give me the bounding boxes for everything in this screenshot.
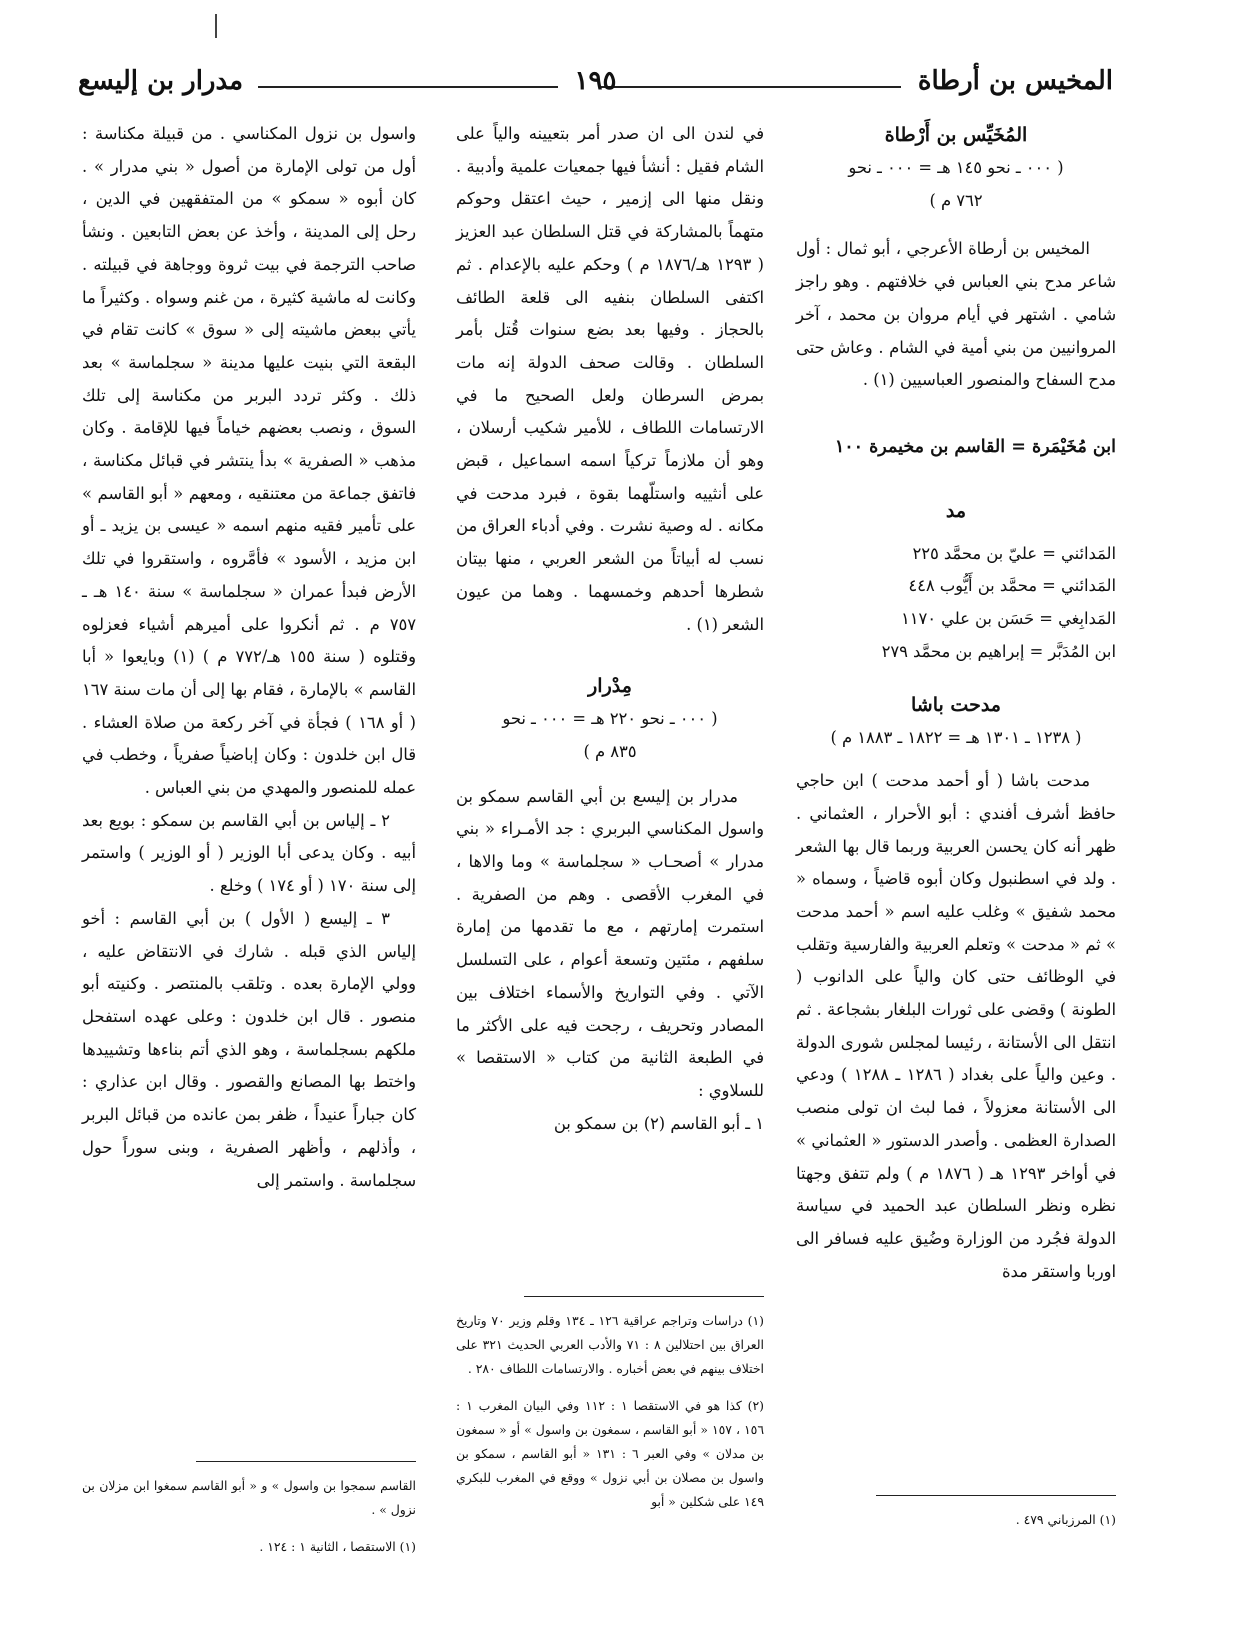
footnote: القاسم سمجوا بن واسول » و « أبو القاسم سمغوا ابن مزلان بن نزول » . bbox=[82, 1478, 416, 1518]
scan-mark bbox=[215, 14, 217, 38]
header-left-title: مدرار بن إليسع bbox=[78, 66, 244, 96]
entry-body: المخيس بن أرطاة الأعرجي ، أبو ثمال : أول شاعر مدح بني العباس في خلافتهم . وهو راجز شامي . اشتهر في أيام مروان بن محمد ، آخر المروانيين من بني أمية في الشام . وعاش حتى مدح السفاح والمنصور العباسيين (١) . bbox=[796, 239, 1116, 390]
footnote: (٢) كذا هو في الاستقصا ١ : ١١٢ وفي البيان المغرب ١ : ١٥٦ ، ١٥٧ « أبو القاسم ، سمغون بن واسول » أو « سمغون بن مدلان » وفي العبر ٦ : ١٣١ « أبو القاسم ، سمكو بن واسول بن مصلان بن أبي نزول » ووقع في المغرب للبكري ١٤٩ على شكلين « أبو bbox=[456, 1397, 765, 1509]
entry-body: ١ ـ أبو القاسم (٢) بن سمكو بن bbox=[553, 1113, 764, 1133]
entry-body: ٢ ـ إلياس بن أبي القاسم بن سمكو : بويع بعد أبيه . وكان يدعى أبا الوزير ( أو الوزير ) واستمر إلى سنة ١٧٠ ( أو ١٧٤ ) وخلع . bbox=[82, 810, 416, 896]
column-left bbox=[82, 118, 416, 1197]
footnote-area-middle bbox=[456, 1296, 764, 1526]
section-heading: مد bbox=[945, 499, 967, 522]
footnote: (١) الاستقصا ، الثانية ١ : ١٢٤ . bbox=[259, 1538, 416, 1554]
entry-title: المُخَيِّس بن أَرْطاة bbox=[884, 124, 1028, 146]
cross-reference: المَدابِغي = حَسَن بن علي ١١٧٠ bbox=[900, 609, 1116, 629]
header-right-title: المخيس بن أرطاة bbox=[917, 66, 1113, 96]
entry-title: مِدْرار bbox=[588, 675, 632, 698]
entry-dates: ٧٦٢ م ) bbox=[929, 190, 983, 210]
running-head bbox=[78, 66, 1113, 110]
footnote-area-left bbox=[82, 1461, 416, 1571]
entry-dates: ( ٠٠٠ ـ نحو ٢٢٠ هـ = ٠٠٠ ـ نحو bbox=[502, 709, 718, 729]
entry-body: مدرار بن إليسع بن أبي القاسم سمكو بن واسول المكناسي البربري : جد الأمـراء « بني مدرار » أصحـاب « سجلماسة » وما والاها ، في المغرب الأقصى . وهم من الصفرية . استمرت إمارتهم ، مع ما تقدمها من إمارة سلفهم ، مئتين وتسعة أعوام ، على التسلسل الآتي . وفي التواريخ والأسماء اختلاف بين المصادر وتحريف ، رجحت فيه على الأكثر ما في الطبعة الثانية من كتاب « الاستقصا » للسلاوي : bbox=[456, 786, 764, 1100]
footnote: (١) المرزباني ٤٧٩ . bbox=[1015, 1512, 1116, 1528]
footnote: (١) دراسات وتراجم عراقية ١٢٦ ـ ١٣٤ وقلم وزير ٧٠ وتاريخ العراق بين احتلالين ٨ : ٧١ والأدب العربي الحديث ٣٢١ على اختلاف بينهم في بعض أخباره . والارتسامات اللطاف ٢٨٠ . bbox=[456, 1313, 765, 1377]
page-number: ١٩٥ bbox=[574, 66, 617, 96]
header-rule-left bbox=[258, 86, 558, 88]
footnote-area-right bbox=[796, 1495, 1116, 1545]
entry-body: في لندن الى ان صدر أمر بتعيينه والياً على الشام فقيل : أنشأ فيها جمعيات علمية وأدبية . ونقل منها الى إزمير ، حيث اعتقل وحوكم متهماً بالمشاركة في قتل السلطان عبد العزيز ( ١٢٩٣ هـ/١٨٧٦ م ) وحكم عليه بالإعدام . ثم اكتفى السلطان بنفيه الى قلعة الطائف بالحجاز . وفيها بعد بضع سنوات قُتل بأمر السلطان . وقالت صحف الدولة إنه مات بمرض السرطان ولعل الصحيح ما في الارتسامات اللطاف ، للأمير شكيب أرسلان ، وهو أن ملازماً تركياً اسمه اسماعيل ، قبض على أنثييه واستلّهما بقوة ، فبرد مدحت في مكانه . له وصية نشرت . وفي أدباء العراق من نسب له أبياتاً من الشعر العربي ، منها بيتان شطرها أحدهم وخمسهما . وهما من عيون الشعر (١) . bbox=[456, 124, 764, 634]
entry-dates: ٨٣٥ م ) bbox=[583, 741, 637, 761]
cross-reference: المَدائني = محمَّد بن أَيُّوب ٤٤٨ bbox=[908, 576, 1116, 596]
entry-title: مدحت باشا bbox=[911, 694, 1001, 717]
entry-body: واسول بن نزول المكناسي . من قبيلة مكناسة : أول من تولى الإمارة من أصول « بني مدرار » . كان أبوه « سمكو » من المتفقهين في الدين ، رحل إلى المدينة ، وأخذ عن بعض التابعين . ونشأ صاحب الترجمة في بيت ثروة ووجاهة في قبيلته . وكانت له ماشية كثيرة ، من غنم وسواه . وكثيراً ما يأتي ببعض ماشيته إلى « سوق » كانت تقام في البقعة التي بنيت عليها مدينة « سجلماسة » بعد ذلك . وكثر تردد البربر من مكناسة إلى تلك السوق ، ونصب بعضهم خياماً فيها للإقامة . وكان مذهب « الصفرية » بدأ ينتشر في قبائل مكناسة ، فاتفق جماعة من معتنقيه ، ومعهم « أبو القاسم » على تأمير فقيه منهم اسمه « عيسى بن يزيد ـ أو ابن مزيد ، الأسود » فأمَّروه ، واستقروا في تلك الأرض فبدأ عمران « سجلماسة » سنة ١٤٠ هـ ـ ٧٥٧ م . ثم أنكروا على أميرهم أشياء فعزلوه وقتلوه ( سنة ١٥٥ هـ/٧٧٢ م ) (١) وبايعوا « أبا القاسم » بالإمارة ، فقام بها إلى أن مات سنة ١٦٧ ( أو ١٦٨ ) فجأة في آخر ركعة من صلاة العشاء . قال ابن خلدون : وكان إباضياً صفرياً ، وخطب في عمله للمنصور والمهدي من بني العباس . bbox=[82, 124, 416, 798]
cross-reference: المَدائني = عليّ بن محمَّد ٢٢٥ bbox=[912, 543, 1116, 563]
entry-dates: ( ١٢٣٨ ـ ١٣٠١ هـ = ١٨٢٢ ـ ١٨٨٣ م ) bbox=[830, 728, 1082, 748]
column-right bbox=[796, 118, 1116, 1288]
cross-reference: ابن المُدَبَّر = إبراهيم بن محمَّد ٢٧٩ bbox=[881, 641, 1116, 661]
column-middle bbox=[456, 118, 764, 1140]
entry-dates: ( ٠٠٠ ـ نحو ١٤٥ هـ = ٠٠٠ ـ نحو bbox=[848, 158, 1064, 177]
entry-body: مدحت باشا ( أو أحمد مدحت ) ابن حاجي حافظ أشرف أفندي : أبو الأحرار ، العثماني . ظهر أنه كان يحسن العربية وربما قال بها الشعر . ولد في اسطنبول وكان أبوه قاضياً ، وسماه « محمد شفيق » وغلب عليه اسم « أحمد مدحت » ثم « مدحت » وتعلم العربية والفارسية وتقلب في الوظائف حتى كان والياً على الدانوب ( الطونة ) وقضى على ثورات البلغار بشجاعة . ثم انتقل الى الأستانة ، رئيسا لمجلس شورى الدولة . وعين والياً على بغداد ( ١٢٨٦ ـ ١٢٨٨ ) ودعي الى الأستانة معزولاً ، فما لبث ان تولى منصب الصدارة العظمى . وأصدر الدستور « العثماني » في أواخر ١٢٩٣ هـ ( ١٨٧٦ م ) ولم تتفق وجهتا نظره ونظر السلطان عبد الحميد في سياسة الدولة فجُرد من الوزارة وضُيق عليه فسافر الى اوربا واستقر مدة bbox=[796, 771, 1116, 1281]
cross-reference: ابن مُخَيْمَرة = القاسم بن مخيمرة ١٠٠ bbox=[834, 436, 1116, 457]
entry-body: ٣ ـ إليسع ( الأول ) بن أبي القاسم : أخو إلياس الذي قبله . شارك في الانتقاض عليه ، وولي الإمارة بعده . وتلقب بالمنتصر . وكنيته أبو منصور . قال ابن خلدون : وعلى عهده استفحل ملكهم بسجلماسة ، وهو الذي أتم بناءها وتشييدها واختط بها المصانع والقصور . وقال ابن عذاري : كان جباراً عنيداً ، ظفر بمن عانده من قبائل البربر ، وأذلهم ، وأظهر الصفرية ، وبنى سوراً حول سجلماسة . واستمر إلى bbox=[82, 908, 416, 1190]
